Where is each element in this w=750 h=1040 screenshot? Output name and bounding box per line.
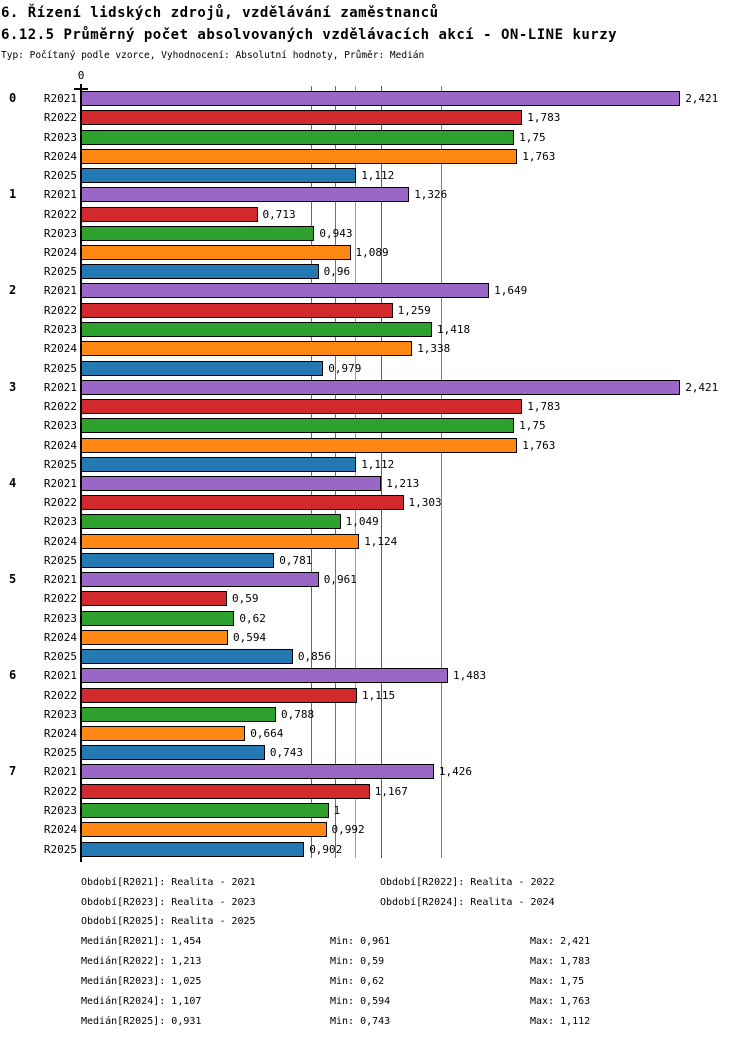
bar-R2023-group-6 [81,707,276,722]
series-row-label: R2025 [43,169,77,183]
bar-R2024-group-3 [81,438,517,453]
bar-value-label: 1 [333,804,341,817]
series-row-label: R2021 [43,669,77,683]
bar-value-label: 2,421 [685,92,719,105]
group-label-5: 5 [9,572,17,586]
stat-min: Min: 0,743 [330,1016,391,1027]
bar-R2025-group-2 [81,361,323,376]
bar-R2024-group-1 [81,245,351,260]
series-row-label: R2022 [43,399,77,413]
group-label-6: 6 [9,668,17,683]
bar-R2021-group-5 [81,572,319,587]
bar-R2024-group-5 [81,630,228,645]
series-row-label: R2024 [43,630,77,644]
bar-R2022-group-4 [81,495,404,510]
stat-median: Medián[R2022]: 1,213 [81,956,202,967]
bar-value-label: 0,992 [331,823,365,837]
legend-period-right: Období[R2024]: Realita - 2024 [380,897,555,908]
series-row-label: R2024 [43,727,77,741]
bar-value-label: 1,763 [522,149,556,163]
bar-value-label: 1,426 [438,765,473,779]
bar-R2024-group-0 [81,149,517,164]
series-row-label: R2022 [43,592,77,606]
series-row-label: R2023 [43,226,77,240]
bar-value-label: 1,75 [519,419,546,433]
bar-R2023-group-4 [81,514,341,529]
bar-R2025-group-6 [81,745,265,760]
series-row-label: R2024 [43,534,77,548]
series-row-label: R2022 [43,111,77,125]
series-row-label: R2024 [43,342,77,356]
bar-value-label: 1,112 [361,169,395,183]
bar-value-label: 1,649 [494,284,528,298]
series-row-label: R2025 [43,265,77,279]
chart-title: 6.12.5 Průměrný počet absolvovaných vzdělávacích akcí - ON-LINE kurzy [1,27,618,43]
group-label-2: 2 [9,283,17,298]
series-row-label: R2023 [43,611,77,625]
bar-R2022-group-7 [81,784,370,799]
bar-value-label: 1,783 [527,111,561,125]
bar-R2025-group-7 [81,842,304,857]
bar-value-label: 1,089 [355,246,389,260]
series-row-label: R2025 [43,842,77,856]
stat-min: Min: 0,961 [330,936,391,947]
series-row-label: R2022 [43,207,77,221]
series-row-label: R2021 [43,573,77,586]
bar-R2021-group-0 [81,91,680,106]
bar-R2022-group-3 [81,399,522,414]
series-row-label: R2024 [43,149,77,163]
bar-R2021-group-6 [81,668,448,683]
bar-R2023-group-0 [81,130,514,145]
legend-period-left: Období[R2023]: Realita - 2023 [81,897,256,908]
series-row-label: R2022 [43,303,77,317]
bar-value-label: 0,664 [250,727,284,741]
legend-period-left: Období[R2021]: Realita - 2021 [81,877,256,888]
axis-origin-tick [74,88,88,90]
bar-value-label: 2,421 [685,380,719,394]
bar-value-label: 1,259 [397,303,431,317]
stat-min: Min: 0,59 [330,956,385,967]
bar-R2022-group-2 [81,303,393,318]
bar-R2023-group-5 [81,611,234,626]
bar-R2025-group-4 [81,553,274,568]
bar-R2022-group-5 [81,591,227,606]
stat-median: Medián[R2021]: 1,454 [81,936,202,947]
series-row-label: R2023 [43,515,77,529]
bar-value-label: 0,961 [323,573,357,586]
bar-value-label: 0,856 [297,650,332,664]
bar-value-label: 1,75 [519,130,546,144]
bar-R2023-group-3 [81,418,514,433]
series-row-label: R2021 [43,476,77,490]
group-label-7: 7 [9,764,17,779]
bar-value-label: 1,213 [386,476,420,490]
series-row-label: R2023 [43,323,77,336]
series-row-label: R2024 [43,823,77,837]
stat-median: Medián[R2025]: 0,931 [81,1016,202,1027]
stat-min: Min: 0,62 [330,976,385,987]
bar-value-label: 1,167 [374,784,408,798]
page-title: 6. Řízení lidských zdrojů, vzdělávání zaměstnanců [1,5,439,21]
bar-value-label: 1,124 [364,534,398,548]
bar-R2024-group-7 [81,822,327,837]
bar-R2025-group-1 [81,264,319,279]
series-row-label: R2023 [43,804,77,817]
bar-value-label: 0,594 [233,630,267,644]
bar-R2023-group-7 [81,803,329,818]
series-row-label: R2021 [43,765,77,779]
bar-R2023-group-1 [81,226,314,241]
bar-value-label: 0,902 [309,842,343,856]
stat-max: Max: 1,75 [530,976,585,987]
bar-value-label: 1,049 [345,515,379,529]
series-row-label: R2021 [43,380,77,394]
group-label-4: 4 [9,475,17,490]
stat-max: Max: 2,421 [530,936,591,947]
series-row-label: R2022 [43,496,77,510]
series-row-label: R2025 [43,554,77,567]
bar-value-label: 0,788 [281,707,315,721]
series-row-label: R2023 [43,419,77,433]
bar-value-label: 1,112 [361,457,395,471]
group-label-1: 1 [9,187,17,202]
series-row-label: R2022 [43,784,77,798]
bar-value-label: 1,338 [417,342,451,356]
chart-meta-line: Typ: Počítaný podle vzorce, Vyhodnocení: Absolutní hodnoty, Průměr: Medián [1,50,425,61]
bar-value-label: 1,763 [522,438,556,452]
bar-value-label: 0,943 [319,226,353,240]
series-row-label: R2023 [43,130,77,144]
bar-R2021-group-4 [81,476,381,491]
series-row-label: R2023 [43,707,77,721]
series-row-label: R2025 [43,361,77,375]
bar-value-label: 1,303 [408,496,442,510]
bar-R2021-group-2 [81,283,489,298]
legend-period-left: Období[R2025]: Realita - 2025 [81,916,256,927]
series-row-label: R2021 [43,284,77,298]
bar-value-label: 0,713 [262,207,296,221]
bar-value-label: 0,743 [269,746,304,760]
stat-max: Max: 1,112 [530,1016,591,1027]
bar-value-label: 0,96 [323,265,351,279]
bar-R2021-group-3 [81,380,680,395]
series-row-label: R2024 [43,438,77,452]
stat-max: Max: 1,783 [530,956,591,967]
bar-R2025-group-5 [81,649,293,664]
bar-R2022-group-0 [81,110,522,125]
bar-R2024-group-4 [81,534,359,549]
bar-R2022-group-1 [81,207,258,222]
stat-median: Medián[R2024]: 1,107 [81,996,202,1007]
bar-value-label: 0,59 [232,592,259,606]
bar-value-label: 0,979 [328,361,362,375]
axis-origin-label: 0 [77,69,85,82]
series-row-label: R2022 [43,688,77,702]
bar-value-label: 0,62 [239,611,266,625]
bar-R2022-group-6 [81,688,357,703]
bar-R2024-group-2 [81,341,412,356]
series-row-label: R2025 [43,746,77,760]
bar-R2021-group-7 [81,764,434,779]
series-row-label: R2025 [43,457,77,471]
bar-value-label: 1,326 [414,188,448,202]
bar-value-label: 1,418 [437,323,471,336]
group-label-3: 3 [9,379,17,394]
bar-R2025-group-0 [81,168,356,183]
series-row-label: R2021 [43,92,77,105]
group-label-0: 0 [9,91,17,105]
series-row-label: R2024 [43,246,77,260]
stat-median: Medián[R2023]: 1,025 [81,976,202,987]
bar-value-label: 1,483 [453,669,487,683]
bar-value-label: 0,781 [279,554,313,567]
series-row-label: R2025 [43,650,77,664]
bar-R2021-group-1 [81,187,409,202]
bar-value-label: 1,783 [527,399,561,413]
series-row-label: R2021 [43,188,77,202]
bar-R2025-group-3 [81,457,356,472]
legend-period-right: Období[R2022]: Realita - 2022 [380,877,555,888]
bar-R2024-group-6 [81,726,245,741]
bar-R2023-group-2 [81,322,432,337]
bar-value-label: 1,115 [362,688,396,702]
stat-max: Max: 1,763 [530,996,591,1007]
stat-min: Min: 0,594 [330,996,391,1007]
